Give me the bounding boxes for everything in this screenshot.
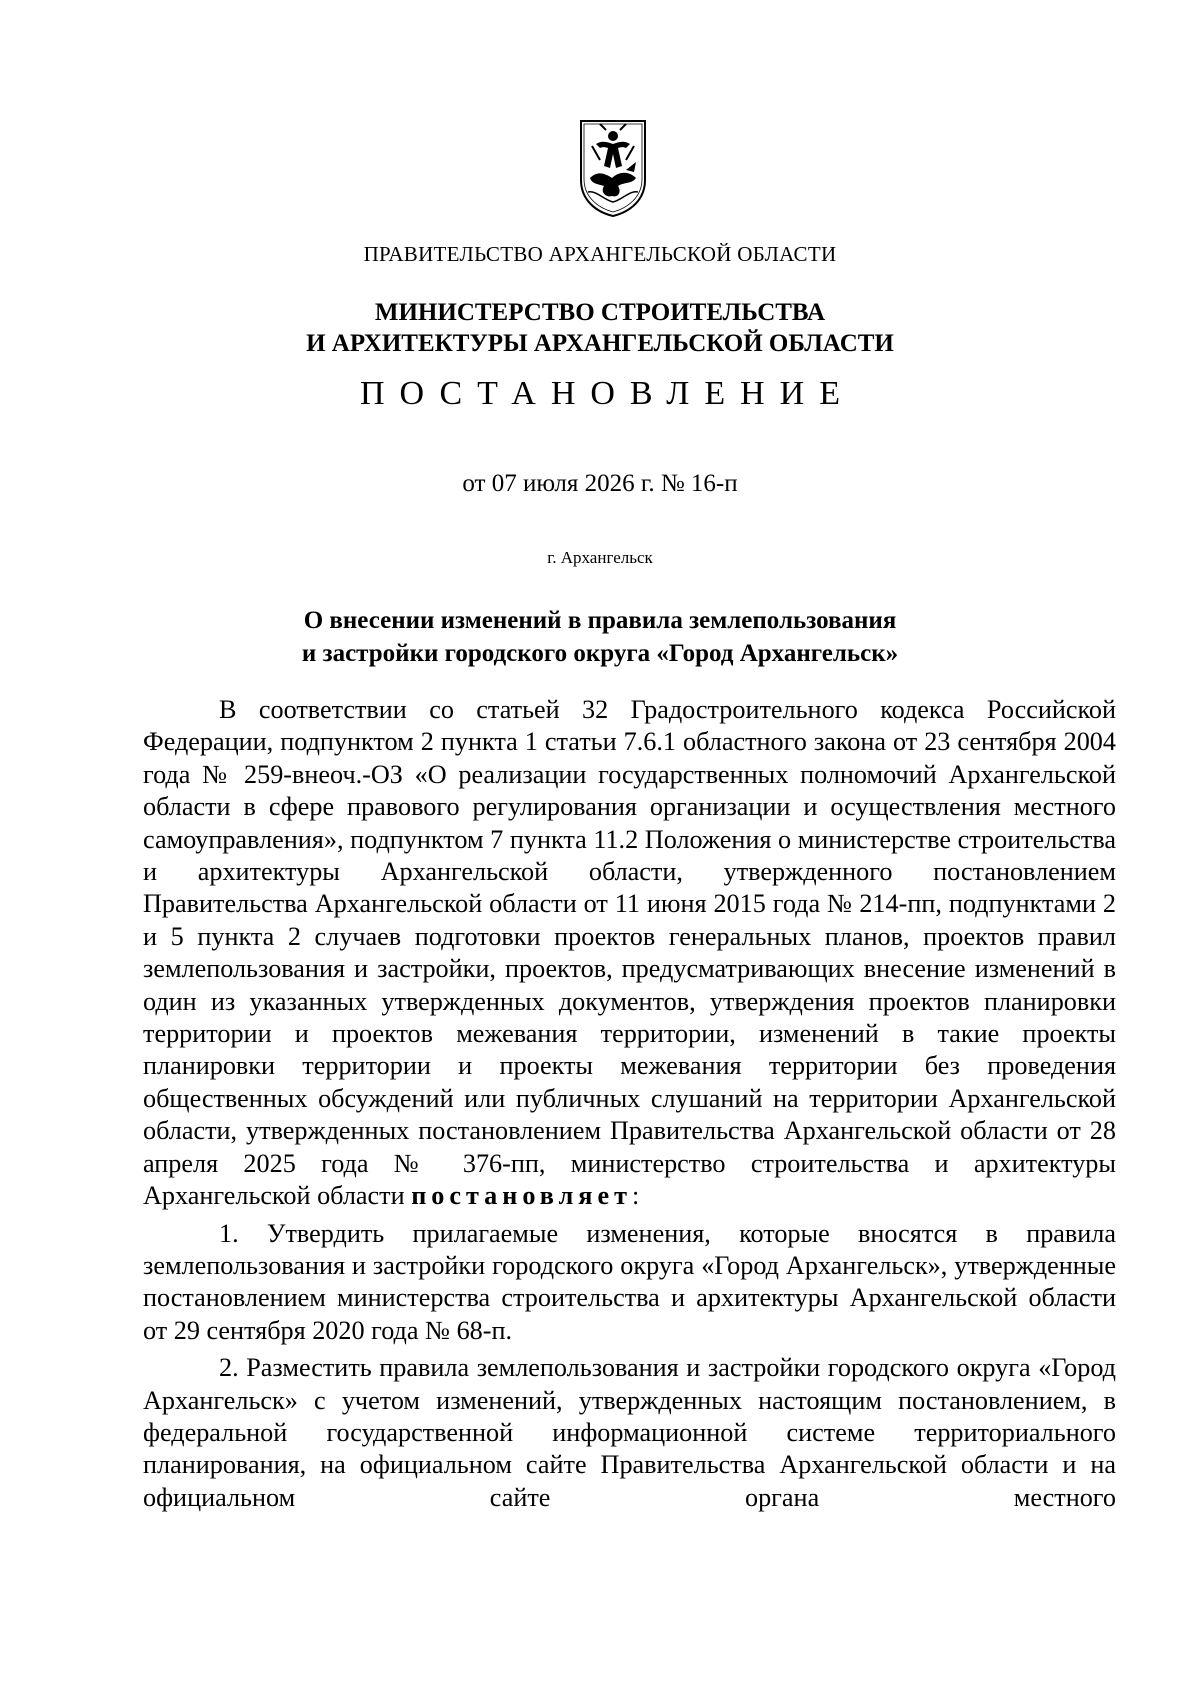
government-name: ПРАВИТЕЛЬСТВО АРХАНГЕЛЬСКОЙ ОБЛАСТИ: [363, 242, 837, 266]
preamble-paragraph: [143, 694, 1116, 1213]
document-date-number: от 07 июля 2026 г. № 16-п: [462, 470, 738, 497]
document-title-line2: и застройки городского округа «Город Архангельск»: [301, 640, 899, 667]
document-type: ПОСТАНОВЛЕНИЕ: [359, 375, 856, 412]
ministry-name-line1: МИНИСТЕРСТВО СТРОИТЕЛЬСТВА: [374, 299, 826, 326]
document-title-line1: О внесении изменений в правила землепользования: [303, 607, 897, 634]
document-title: [0, 604, 1200, 670]
coat-of-arms-icon: [578, 118, 648, 218]
decree-suffix: :: [631, 1181, 640, 1211]
item-2-paragraph: 2. Разместить правила землепользования и застройки городского округа «Город Архангельск» с учетом изменений, утвержденных настоящим постановлением, в федеральной государственной информационной системе территориального планирования, на официальном сайте Правительства Архангельской области и на официальном сайте органа местного: [143, 1353, 1116, 1512]
document-body: [143, 694, 1116, 1514]
decree-word: постановляет: [411, 1181, 632, 1211]
ministry-name: [0, 297, 1200, 359]
preamble-text: В соответствии со статьей 32 Градостроительного кодекса Российской Федерации, подпунктом 2 пункта 1 статьи 7.6.1 областного закона от 23 сентября 2004 года № 259-внеоч.-ОЗ «О реализации государственных полномочий Архангельской области в сфере правового регулирования организации и осуществления местного самоуправления», подпунктом 7 пункта 11.2 Положения о министерстве строительства и архитектуры Архангельской области, утвержденного постановлением Правительства Архангельской области от 11 июня 2015 года № 214-пп, подпунктами 2 и 5 пункта 2 случаев подготовки проектов генеральных планов, проектов правил землепользования и застройки, проектов, предусматривающих внесение изменений в один из указанных утвержденных документов, утверждения проектов планировки территории и проектов межевания территории, изменений в такие проекты планировки территории и проекты межевания территории без проведения общественных обсуждений или публичных слушаний на территории Архангельской области, утвержденных постановлением Правительства Архангельской области от 28 апреля 2025 года № 376-пп, министерство строительства и архитектуры Архангельской области: [143, 695, 1116, 1211]
document-city: г. Архангельск: [547, 548, 653, 567]
ministry-name-line2: И АРХИТЕКТУРЫ АРХАНГЕЛЬСКОЙ ОБЛАСТИ: [306, 330, 894, 357]
item-1-paragraph: 1. Утвердить прилагаемые изменения, которые вносятся в правила землепользования и застройки городского округа «Город Архангельск», утвержденные постановлением министерства строительства и архитектуры Архангельской области от 29 сентября 2020 года № 68-п.: [143, 1218, 1116, 1345]
